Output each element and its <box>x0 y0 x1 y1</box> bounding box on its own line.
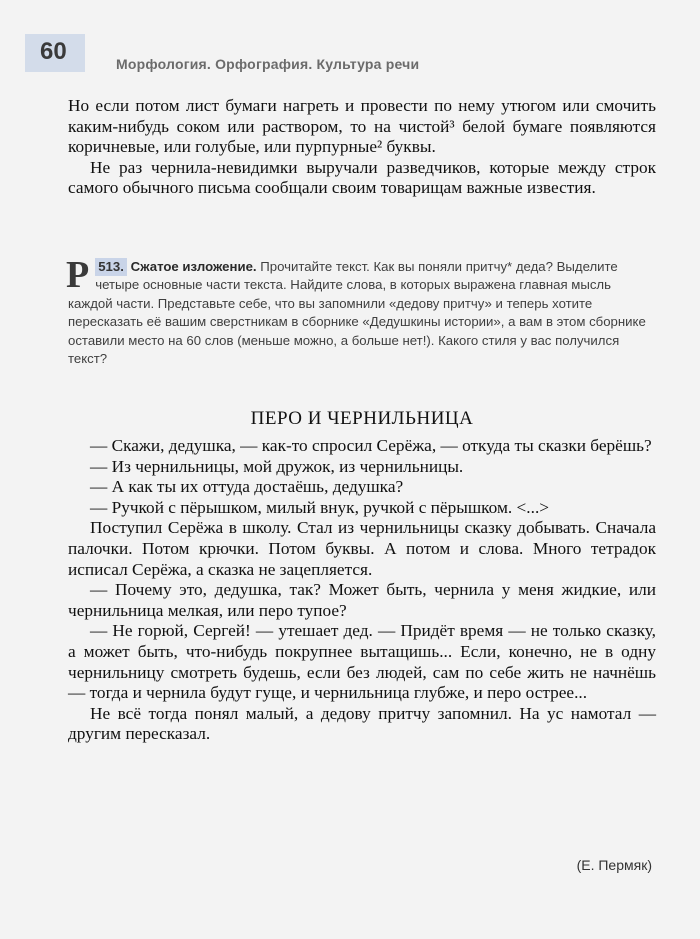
story-paragraph: Не всё тогда понял малый, а дедову притчу запомнил. На ус намотал — другим пересказал. <box>68 703 656 744</box>
exercise-title: Сжатое изложение. <box>130 259 257 274</box>
story-author: (Е. Пермяк) <box>576 857 652 873</box>
exercise-instructions: Прочитайте текст. Как вы поняли притчу* деда? Выделите четыре основные части текста. Найдите слова, в которых выражена главная мысль каждой части. Представьте себе, что вы запомнили «дедову притчу» и теперь хотите пересказать её вашим сверстникам в сборнике «Дедушкины истории», а вам в этом сборнике оставили место на 60 слов (меньше можно, а больше нет!). Какого стиля у вас получился текст? <box>68 259 646 367</box>
intro-paragraph: Но если потом лист бумаги нагреть и провести по нему утюгом или смочить каким-нибудь соком или раствором, то на чистой³ белой бумаге появляются коричневые, или голубые, или пурпурные² буквы. <box>68 96 656 157</box>
speech-development-icon: Р <box>66 254 90 296</box>
story-title: ПЕРО И ЧЕРНИЛЬНИЦА <box>250 408 474 429</box>
intro-text <box>68 96 656 199</box>
story-text <box>68 436 656 745</box>
exercise-number: 513. <box>95 258 127 276</box>
story-paragraph: — Скажи, дедушка, — как-то спросил Серёжа, — откуда ты сказки берёшь? <box>90 436 652 455</box>
story-paragraph: — Ручкой с пёрышком, милый внук, ручкой с пёрышком. <...> <box>90 497 550 517</box>
story-paragraph: — Не горюй, Сергей! — утешает дед. — Придёт время — не только сказку, а может быть, что-нибудь покрупнее вытащишь... Если, конечно, не в одну чернильницу смотреть будешь, если без людей, сам по себе жить не начнёшь — тогда и чернила будут гуще, и чернильница глубже, и перо острее... <box>68 621 656 703</box>
story-paragraph: — А как ты их оттуда достаёшь, дедушка? <box>90 477 404 497</box>
page-number: 60 <box>40 38 67 65</box>
story-paragraph: Поступил Серёжа в школу. Стал из чернильницы сказку добывать. Сначала палочки. Потом крючки. Потом буквы. А потом и слова. Много тетрадок исписал Серёжа, а сказка не зацепляется. <box>68 518 656 579</box>
story-paragraph: — Из чернильницы, мой дружок, из чернильницы. <box>90 456 464 476</box>
exercise-513 <box>66 254 658 368</box>
intro-paragraph: Не раз чернила-невидимки выручали разведчиков, которые между строк самого обычного письма сообщали своим товарищам важные известия. <box>68 157 656 198</box>
story-paragraph: — Почему это, дедушка, так? Может быть, чернила у меня жидкие, или чернильница мелкая, или перо тупое? <box>68 580 656 620</box>
running-title: Морфология. Орфография. Культура речи <box>116 56 420 72</box>
